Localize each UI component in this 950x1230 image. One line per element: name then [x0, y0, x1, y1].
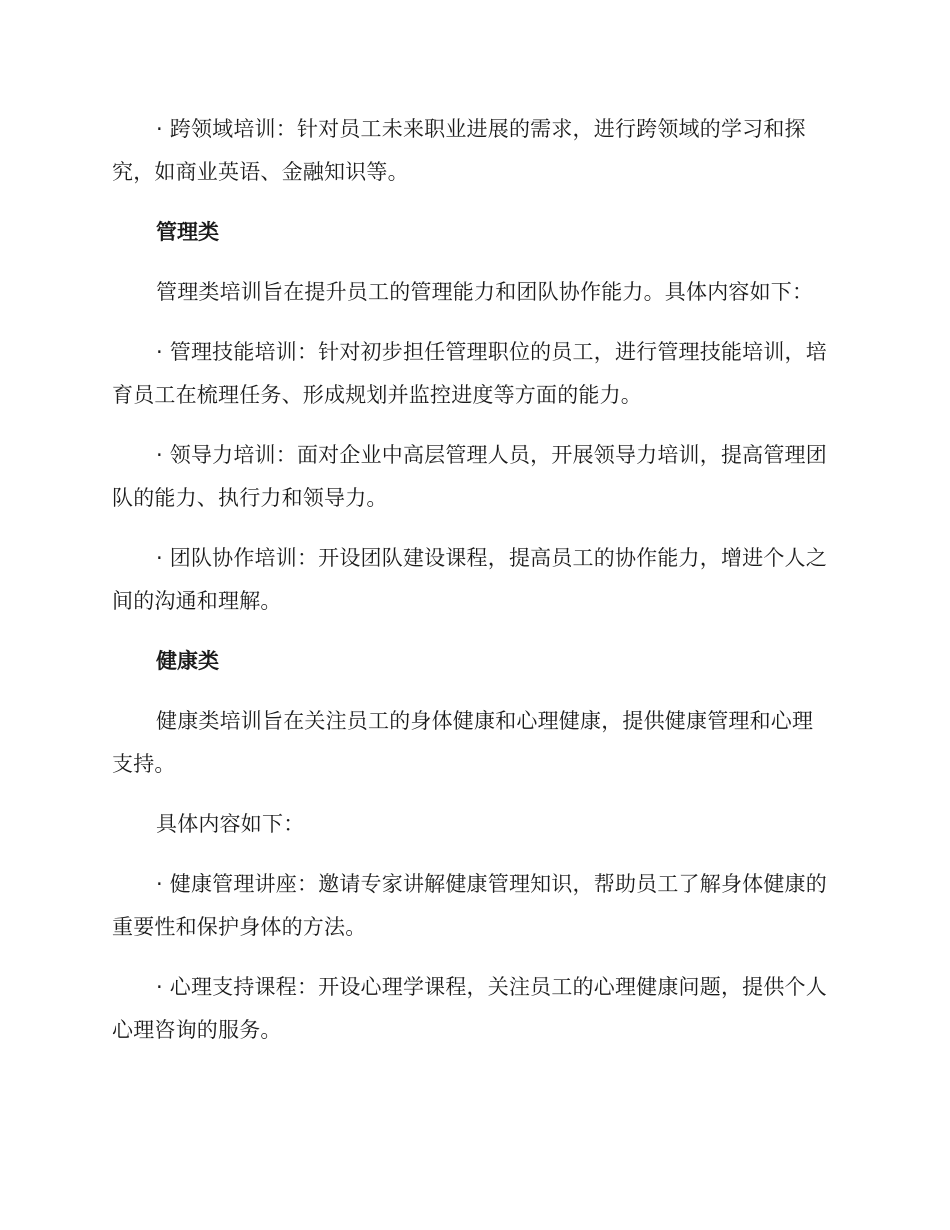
- paragraph-health-intro: 健康类培训旨在关注员工的身体健康和心理健康，提供健康管理和心理支持。: [112, 709, 814, 776]
- document-page: [112, 108, 834, 1069]
- paragraph-health-details-lead: 具体内容如下：: [156, 812, 305, 836]
- section-heading-management: 管理类: [156, 220, 219, 244]
- paragraph-cross-domain-training: · 跨领域培训：针对员工未来职业进展的需求，进行跨领域的学习和探究，如商业英语、金融知识等。: [112, 117, 806, 184]
- section-heading-health: 健康类: [156, 649, 219, 673]
- paragraph-health-lecture: · 健康管理讲座：邀请专家讲解健康管理知识，帮助员工了解身体健康的重要性和保护身体的方法。: [112, 872, 827, 939]
- paragraph-psychological-support: · 心理支持课程：开设心理学课程，关注员工的心理健康问题，提供个人心理咨询的服务。: [112, 975, 827, 1042]
- paragraph-leadership-training: · 领导力培训：面对企业中高层管理人员，开展领导力培训，提高管理团队的能力、执行力和领导力。: [112, 443, 827, 510]
- paragraph-management-intro: 管理类培训旨在提升员工的管理能力和团队协作能力。具体内容如下：: [156, 280, 814, 304]
- paragraph-team-collaboration: · 团队协作培训：开设团队建设课程，提高员工的协作能力，增进个人之间的沟通和理解。: [112, 546, 827, 613]
- paragraph-management-skills: · 管理技能培训：针对初步担任管理职位的员工，进行管理技能培训，培育员工在梳理任务、形成规划并监控进度等方面的能力。: [112, 340, 827, 407]
